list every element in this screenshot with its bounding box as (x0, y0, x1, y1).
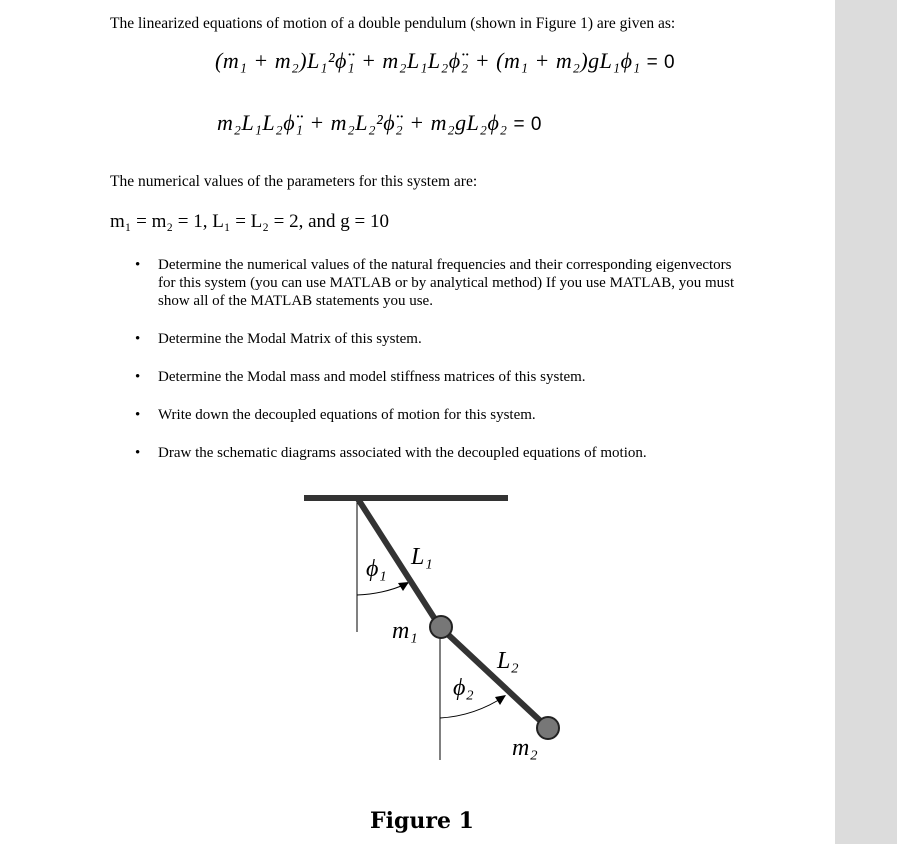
equation-2-rhs: = 0 (513, 114, 542, 135)
intro-text: The linearized equations of motion of a double pendulum (shown in Figure 1) are given as: (110, 15, 676, 32)
task-item: • Draw the schematic diagrams associated with the decoupled equations of motion. (135, 444, 735, 462)
params-values: m₁ = m₂ = 1, L₁ = L₂ = 2, and g = 10 (110, 211, 390, 232)
equation-2-lhs: m₂L₁L₂ϕ̈₁ + m₂L₂²ϕ̈₂ + m₂gL₂ϕ₂ (217, 110, 508, 135)
mass-1 (430, 616, 452, 638)
label-m1: m₁ (392, 618, 418, 644)
params-intro: The numerical values of the parameters for this system are: (110, 173, 478, 190)
label-phi1: ϕ₁ (366, 556, 387, 582)
equation-1-lhs: (m₁ + m₂)L₁²ϕ̈₁ + m₂L₁L₂ϕ̈₂ + (m₁ + m₂)gL₁ϕ₁ (215, 48, 641, 73)
equation-1-rhs: = 0 (646, 52, 676, 73)
label-m2: m₂ (512, 735, 538, 761)
arrowhead-2 (495, 695, 506, 705)
task-item: • Determine the Modal mass and model stiffness matrices of this system. (135, 368, 735, 386)
task-item: • Determine the Modal Matrix of this system. (135, 330, 735, 348)
label-L2: L₂ (497, 648, 519, 674)
mass-2 (537, 717, 559, 739)
task-item: • Write down the decoupled equations of motion for this system. (135, 406, 735, 424)
label-phi2: ϕ₂ (453, 675, 474, 701)
task-item: • Determine the numerical values of the natural frequencies and their corresponding eigenvectors for this system (you can use MATLAB or by analytical method) If you use MATLAB, you must show all of the MATLAB statements you use. (135, 256, 735, 310)
label-L1: L₁ (411, 544, 433, 570)
figure-caption: Figure 1 (370, 808, 474, 834)
